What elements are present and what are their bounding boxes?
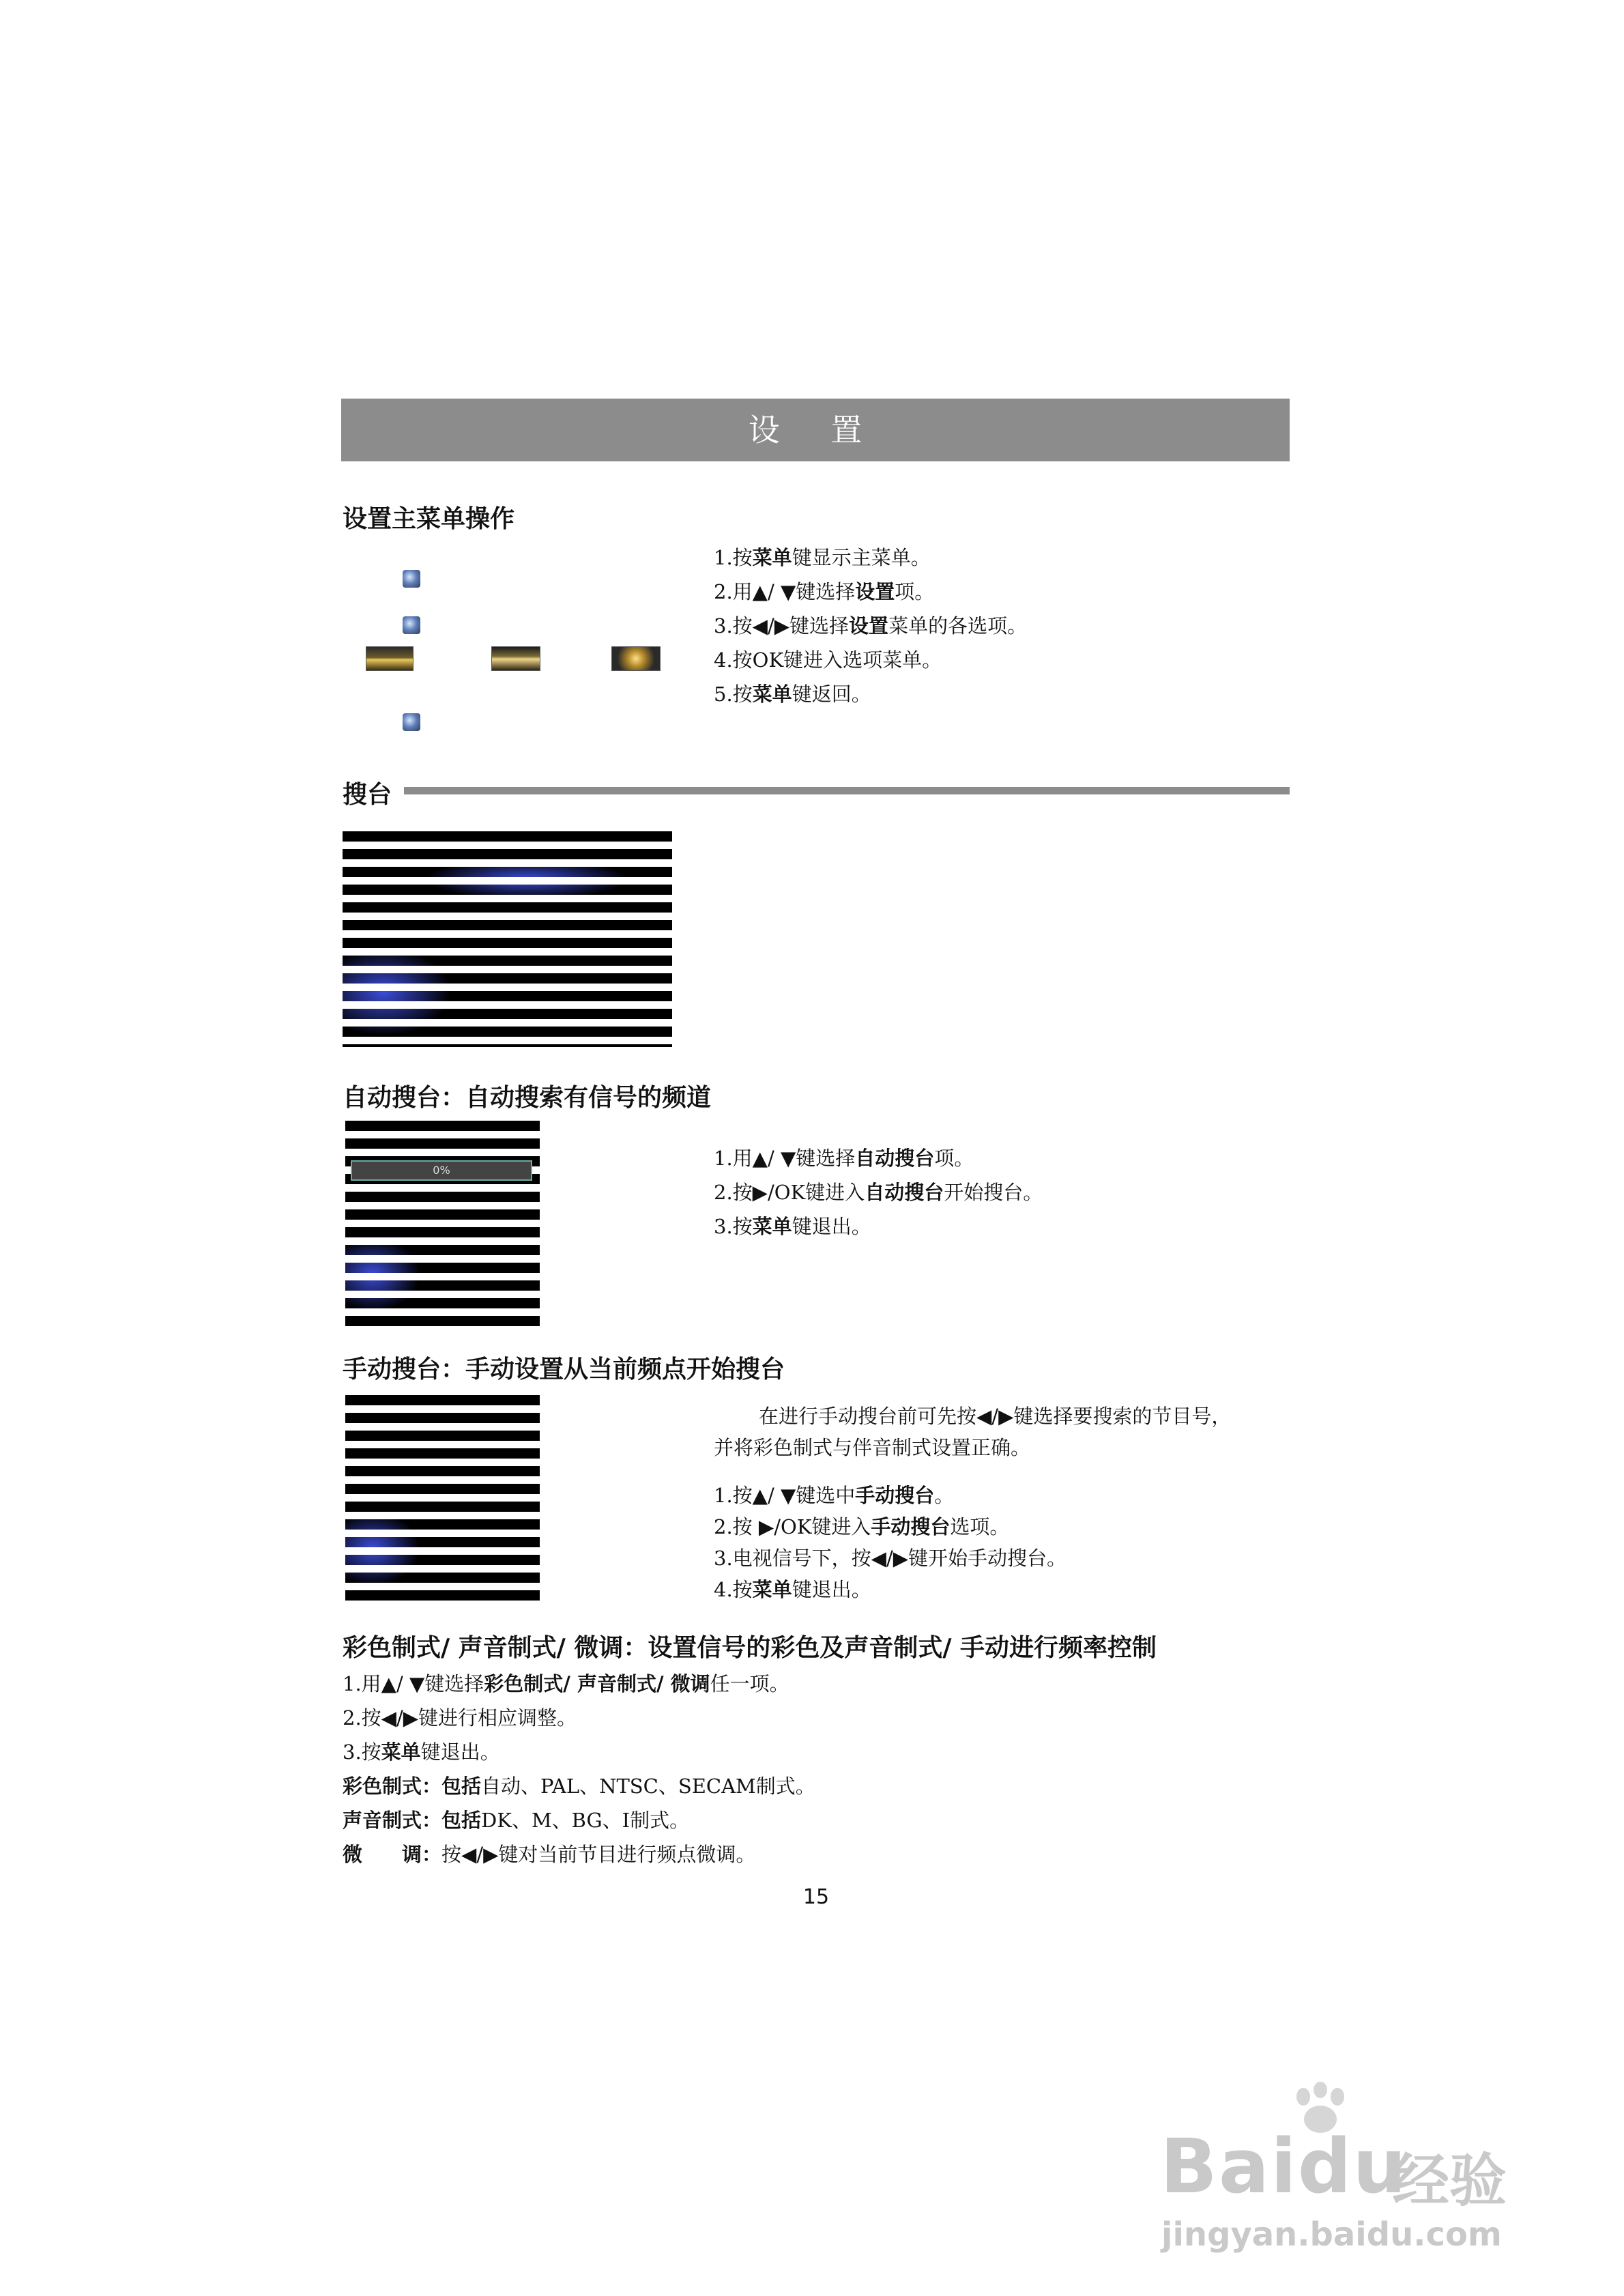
menu-illustration xyxy=(362,570,669,741)
menu-steps xyxy=(714,541,1027,711)
picture-icon xyxy=(403,570,420,588)
progress-bar: 0% xyxy=(351,1160,532,1181)
auto-step: 3.按菜单键退出。 xyxy=(714,1215,871,1238)
auto-search-steps xyxy=(714,1141,1043,1244)
manual-step: 4.按菜单键退出。 xyxy=(714,1578,871,1601)
auto-search-screenshot xyxy=(345,1121,540,1328)
section-divider xyxy=(404,787,1290,794)
auto-search-heading: 自动搜台：自动搜索有信号的频道 xyxy=(343,1084,712,1112)
page-title: 设 置 xyxy=(748,412,883,448)
manual-intro-line2: 并将彩色制式与伴音制式设置正确。 xyxy=(714,1436,1031,1459)
watermark-brand-cn: 经验 xyxy=(1392,2147,1507,2214)
watermark-url: jingyan.baidu.com xyxy=(1161,2215,1502,2254)
menu-step: 1.按菜单键显示主菜单。 xyxy=(714,546,931,569)
manual-search-screenshot xyxy=(345,1395,540,1602)
menu-step: 5.按菜单键返回。 xyxy=(714,683,871,706)
manual-step: 3.电视信号下，按◀/▶键开始手动搜台。 xyxy=(714,1547,1067,1570)
baidu-watermark xyxy=(1160,2082,1569,2254)
menu-section-heading: 设置主菜单操作 xyxy=(343,505,515,533)
menu-thumbnail-left xyxy=(366,646,414,671)
menu-thumbnail-center xyxy=(491,646,540,671)
manual-search-heading: 手动搜台：手动设置从当前频点开始搜台 xyxy=(343,1355,785,1383)
search-section-heading: 搜台 xyxy=(343,781,392,809)
menu-step: 4.按OK键进入选项菜单。 xyxy=(714,648,942,672)
color-step: 2.按◀/▶键进行相应调整。 xyxy=(343,1706,577,1730)
color-system-heading: 彩色制式/ 声音制式/ 微调：设置信号的彩色及声音制式/ 手动进行频率控制 xyxy=(343,1634,1157,1662)
menu-step: 3.按◀/▶键选择设置菜单的各选项。 xyxy=(714,614,1028,637)
color-step: 3.按菜单键退出。 xyxy=(343,1740,500,1764)
color-system-steps xyxy=(343,1667,815,1871)
manual-step: 2.按 ▶/OK键进入手动搜台选项。 xyxy=(714,1515,1010,1538)
title-bar xyxy=(341,399,1290,461)
manual-step: 1.按▲/ ▼键选中手动搜台。 xyxy=(714,1484,955,1507)
color-step: 1.用▲/ ▼键选择彩色制式/ 声音制式/ 微调任一项。 xyxy=(343,1672,789,1695)
definition-color-system: 彩色制式：包括自动、PAL、NTSC、SECAM制式。 xyxy=(343,1775,815,1798)
manual-search-steps xyxy=(714,1480,1067,1605)
search-menu-screenshot xyxy=(343,831,672,1047)
menu-step: 2.用▲/ ▼键选择设置项。 xyxy=(714,580,935,603)
definition-fine-tune: 微 调：按◀/▶键对当前节目进行频点微调。 xyxy=(343,1843,756,1866)
watermark-brand: Baidu xyxy=(1160,2123,1408,2210)
menu-thumbnail-right xyxy=(611,646,661,671)
auto-step: 1.用▲/ ▼键选择自动搜台项。 xyxy=(714,1147,974,1170)
manual-intro-line1: 在进行手动搜台前可先按◀/▶键选择要搜索的节目号， xyxy=(759,1405,1232,1428)
definition-sound-system: 声音制式：包括DK、M、BG、I制式。 xyxy=(343,1809,690,1832)
setup-icon xyxy=(403,616,420,634)
auto-step: 2.按▶/OK键进入自动搜台开始搜台。 xyxy=(714,1181,1043,1204)
user-icon xyxy=(403,713,420,731)
page-number: 15 xyxy=(802,1885,830,1909)
